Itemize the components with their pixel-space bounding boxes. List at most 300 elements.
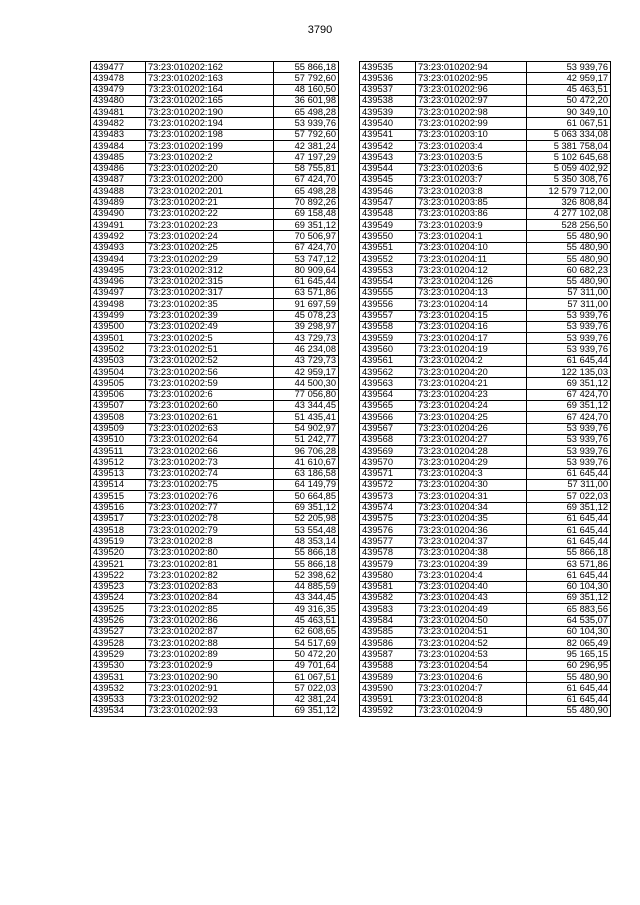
record-number-cell: 439526	[91, 615, 146, 626]
value-cell: 57 792,60	[274, 129, 339, 140]
table-row	[91, 84, 339, 95]
table-row	[360, 649, 611, 660]
record-number-cell: 439525	[91, 604, 146, 615]
table-row	[91, 694, 339, 705]
record-number-cell: 439513	[91, 468, 146, 479]
record-number-cell: 439583	[360, 604, 416, 615]
value-cell: 60 682,23	[527, 265, 611, 276]
cadastral-number-cell: 73:23:010202:76	[146, 491, 274, 502]
cadastral-number-cell: 73:23:010202:8	[146, 536, 274, 547]
record-number-cell: 439561	[360, 355, 416, 366]
cadastral-number-cell: 73:23:010202:164	[146, 84, 274, 95]
value-cell: 51 435,41	[274, 412, 339, 423]
right-data-table	[359, 61, 611, 717]
cadastral-number-cell: 73:23:010202:312	[146, 265, 274, 276]
cadastral-number-cell: 73:23:010202:94	[416, 62, 527, 73]
cadastral-number-cell: 73:23:010203:86	[416, 208, 527, 219]
record-number-cell: 439487	[91, 174, 146, 185]
table-row	[91, 570, 339, 581]
table-row	[91, 547, 339, 558]
cadastral-number-cell: 73:23:010204:53	[416, 649, 527, 660]
record-number-cell: 439543	[360, 152, 416, 163]
value-cell: 55 866,18	[274, 559, 339, 570]
value-cell: 91 697,59	[274, 299, 339, 310]
record-number-cell: 439585	[360, 626, 416, 637]
value-cell: 122 135,03	[527, 367, 611, 378]
cadastral-number-cell: 73:23:010202:63	[146, 423, 274, 434]
record-number-cell: 439495	[91, 265, 146, 276]
cadastral-number-cell: 73:23:010204:2	[416, 355, 527, 366]
value-cell: 69 351,12	[274, 705, 339, 716]
table-row	[91, 615, 339, 626]
value-cell: 4 277 102,08	[527, 208, 611, 219]
right-table-body	[360, 62, 611, 717]
cadastral-number-cell: 73:23:010202:35	[146, 299, 274, 310]
record-number-cell: 439556	[360, 299, 416, 310]
cadastral-number-cell: 73:23:010204:19	[416, 344, 527, 355]
table-row	[91, 197, 339, 208]
cadastral-number-cell: 73:23:010202:198	[146, 129, 274, 140]
value-cell: 43 344,45	[274, 592, 339, 603]
cadastral-number-cell: 73:23:010204:8	[416, 694, 527, 705]
table-row	[360, 242, 611, 253]
cadastral-number-cell: 73:23:010204:21	[416, 378, 527, 389]
value-cell: 67 424,70	[274, 242, 339, 253]
value-cell: 5 059 402,92	[527, 163, 611, 174]
table-row	[360, 367, 611, 378]
table-row	[360, 660, 611, 671]
record-number-cell: 439587	[360, 649, 416, 660]
table-row	[91, 287, 339, 298]
value-cell: 63 571,86	[274, 287, 339, 298]
cadastral-number-cell: 73:23:010204:30	[416, 479, 527, 490]
value-cell: 55 866,18	[274, 62, 339, 73]
cadastral-number-cell: 73:23:010203:6	[416, 163, 527, 174]
value-cell: 67 424,70	[527, 412, 611, 423]
table-row	[91, 231, 339, 242]
table-row	[91, 672, 339, 683]
cadastral-number-cell: 73:23:010203:5	[416, 152, 527, 163]
value-cell: 47 197,29	[274, 152, 339, 163]
table-row	[360, 615, 611, 626]
value-cell: 69 351,12	[274, 502, 339, 513]
value-cell: 61 645,44	[527, 355, 611, 366]
value-cell: 61 645,44	[274, 276, 339, 287]
record-number-cell: 439570	[360, 457, 416, 468]
cadastral-number-cell: 73:23:010202:49	[146, 321, 274, 332]
value-cell: 53 939,76	[527, 310, 611, 321]
value-cell: 43 729,73	[274, 333, 339, 344]
record-number-cell: 439569	[360, 446, 416, 457]
record-number-cell: 439494	[91, 254, 146, 265]
table-row	[91, 434, 339, 445]
value-cell: 77 056,80	[274, 389, 339, 400]
cadastral-number-cell: 73:23:010202:66	[146, 446, 274, 457]
record-number-cell: 439536	[360, 73, 416, 84]
cadastral-number-cell: 73:23:010204:43	[416, 592, 527, 603]
value-cell: 53 747,12	[274, 254, 339, 265]
cadastral-number-cell: 73:23:010202:83	[146, 581, 274, 592]
value-cell: 52 398,62	[274, 570, 339, 581]
value-cell: 60 296,95	[527, 660, 611, 671]
cadastral-number-cell: 73:23:010204:126	[416, 276, 527, 287]
table-row	[360, 163, 611, 174]
cadastral-number-cell: 73:23:010204:17	[416, 333, 527, 344]
record-number-cell: 439588	[360, 660, 416, 671]
record-number-cell: 439500	[91, 321, 146, 332]
cadastral-number-cell: 73:23:010204:23	[416, 389, 527, 400]
value-cell: 58 755,81	[274, 163, 339, 174]
table-row	[360, 604, 611, 615]
cadastral-number-cell: 73:23:010202:165	[146, 95, 274, 106]
record-number-cell: 439499	[91, 310, 146, 321]
cadastral-number-cell: 73:23:010202:199	[146, 141, 274, 152]
record-number-cell: 439549	[360, 220, 416, 231]
cadastral-number-cell: 73:23:010202:92	[146, 694, 274, 705]
cadastral-number-cell: 73:23:010204:26	[416, 423, 527, 434]
record-number-cell: 439486	[91, 163, 146, 174]
record-number-cell: 439485	[91, 152, 146, 163]
cadastral-number-cell: 73:23:010204:7	[416, 683, 527, 694]
table-row	[91, 525, 339, 536]
value-cell: 95 165,15	[527, 649, 611, 660]
cadastral-number-cell: 73:23:010202:162	[146, 62, 274, 73]
record-number-cell: 439555	[360, 287, 416, 298]
record-number-cell: 439571	[360, 468, 416, 479]
cadastral-number-cell: 73:23:010202:51	[146, 344, 274, 355]
value-cell: 63 186,58	[274, 468, 339, 479]
cadastral-number-cell: 73:23:010202:56	[146, 367, 274, 378]
record-number-cell: 439522	[91, 570, 146, 581]
value-cell: 46 234,08	[274, 344, 339, 355]
table-row	[91, 62, 339, 73]
cadastral-number-cell: 73:23:010204:3	[416, 468, 527, 479]
cadastral-number-cell: 73:23:010202:317	[146, 287, 274, 298]
value-cell: 55 866,18	[274, 547, 339, 558]
cadastral-number-cell: 73:23:010204:4	[416, 570, 527, 581]
value-cell: 44 500,30	[274, 378, 339, 389]
cadastral-number-cell: 73:23:010202:59	[146, 378, 274, 389]
cadastral-number-cell: 73:23:010202:79	[146, 525, 274, 536]
cadastral-number-cell: 73:23:010202:315	[146, 276, 274, 287]
value-cell: 43 344,45	[274, 400, 339, 411]
value-cell: 82 065,49	[527, 638, 611, 649]
value-cell: 49 701,64	[274, 660, 339, 671]
table-row	[91, 107, 339, 118]
table-row	[91, 479, 339, 490]
cadastral-number-cell: 73:23:010202:194	[146, 118, 274, 129]
value-cell: 48 160,50	[274, 84, 339, 95]
value-cell: 63 571,86	[527, 559, 611, 570]
value-cell: 48 353,14	[274, 536, 339, 547]
table-row	[360, 502, 611, 513]
cadastral-number-cell: 73:23:010204:52	[416, 638, 527, 649]
record-number-cell: 439520	[91, 547, 146, 558]
value-cell: 61 645,44	[527, 536, 611, 547]
value-cell: 53 939,76	[527, 333, 611, 344]
cadastral-number-cell: 73:23:010204:49	[416, 604, 527, 615]
record-number-cell: 439527	[91, 626, 146, 637]
table-row	[91, 73, 339, 84]
table-row	[360, 468, 611, 479]
cadastral-number-cell: 73:23:010202:21	[146, 197, 274, 208]
value-cell: 51 242,77	[274, 434, 339, 445]
table-row	[360, 570, 611, 581]
record-number-cell: 439497	[91, 287, 146, 298]
value-cell: 53 554,48	[274, 525, 339, 536]
table-row	[360, 276, 611, 287]
value-cell: 60 104,30	[527, 626, 611, 637]
value-cell: 53 939,76	[527, 321, 611, 332]
cadastral-number-cell: 73:23:010202:85	[146, 604, 274, 615]
value-cell: 52 205,98	[274, 513, 339, 524]
cadastral-number-cell: 73:23:010204:1	[416, 231, 527, 242]
table-row	[91, 581, 339, 592]
value-cell: 42 381,24	[274, 141, 339, 152]
table-row	[360, 231, 611, 242]
record-number-cell: 439584	[360, 615, 416, 626]
record-number-cell: 439586	[360, 638, 416, 649]
table-row	[91, 118, 339, 129]
record-number-cell: 439514	[91, 479, 146, 490]
table-row	[360, 434, 611, 445]
table-row	[360, 626, 611, 637]
record-number-cell: 439493	[91, 242, 146, 253]
record-number-cell: 439529	[91, 649, 146, 660]
value-cell: 70 892,26	[274, 197, 339, 208]
value-cell: 5 102 645,68	[527, 152, 611, 163]
record-number-cell: 439574	[360, 502, 416, 513]
value-cell: 69 351,12	[274, 220, 339, 231]
table-row	[360, 220, 611, 231]
table-row	[91, 423, 339, 434]
cadastral-number-cell: 73:23:010202:24	[146, 231, 274, 242]
cadastral-number-cell: 73:23:010204:36	[416, 525, 527, 536]
record-number-cell: 439552	[360, 254, 416, 265]
cadastral-number-cell: 73:23:010202:95	[416, 73, 527, 84]
cadastral-number-cell: 73:23:010202:73	[146, 457, 274, 468]
value-cell: 45 078,23	[274, 310, 339, 321]
cadastral-number-cell: 73:23:010202:77	[146, 502, 274, 513]
cadastral-number-cell: 73:23:010204:12	[416, 265, 527, 276]
record-number-cell: 439567	[360, 423, 416, 434]
value-cell: 57 311,00	[527, 299, 611, 310]
value-cell: 50 664,85	[274, 491, 339, 502]
table-row	[91, 491, 339, 502]
cadastral-number-cell: 73:23:010202:81	[146, 559, 274, 570]
value-cell: 62 608,65	[274, 626, 339, 637]
record-number-cell: 439558	[360, 321, 416, 332]
cadastral-number-cell: 73:23:010204:25	[416, 412, 527, 423]
value-cell: 49 316,35	[274, 604, 339, 615]
value-cell: 45 463,51	[527, 84, 611, 95]
table-row	[360, 265, 611, 276]
cadastral-number-cell: 73:23:010202:96	[416, 84, 527, 95]
table-row	[91, 95, 339, 106]
record-number-cell: 439591	[360, 694, 416, 705]
cadastral-number-cell: 73:23:010204:15	[416, 310, 527, 321]
table-row	[91, 638, 339, 649]
record-number-cell: 439503	[91, 355, 146, 366]
value-cell: 53 939,76	[527, 62, 611, 73]
left-data-table	[90, 61, 339, 717]
record-number-cell: 439508	[91, 412, 146, 423]
cadastral-number-cell: 73:23:010202:86	[146, 615, 274, 626]
value-cell: 61 067,51	[527, 118, 611, 129]
record-number-cell: 439589	[360, 672, 416, 683]
value-cell: 61 645,44	[527, 468, 611, 479]
value-cell: 12 579 712,00	[527, 186, 611, 197]
record-number-cell: 439506	[91, 389, 146, 400]
value-cell: 61 645,44	[527, 683, 611, 694]
cadastral-number-cell: 73:23:010202:89	[146, 649, 274, 660]
cadastral-number-cell: 73:23:010204:31	[416, 491, 527, 502]
table-row	[91, 321, 339, 332]
record-number-cell: 439477	[91, 62, 146, 73]
table-row	[360, 321, 611, 332]
table-row	[360, 389, 611, 400]
value-cell: 57 792,60	[274, 73, 339, 84]
table-row	[360, 705, 611, 716]
record-number-cell: 439478	[91, 73, 146, 84]
record-number-cell: 439541	[360, 129, 416, 140]
record-number-cell: 439517	[91, 513, 146, 524]
value-cell: 55 480,90	[527, 705, 611, 716]
table-row	[360, 208, 611, 219]
record-number-cell: 439578	[360, 547, 416, 558]
cadastral-number-cell: 73:23:010204:16	[416, 321, 527, 332]
table-row	[360, 141, 611, 152]
cadastral-number-cell: 73:23:010202:39	[146, 310, 274, 321]
table-row	[360, 186, 611, 197]
record-number-cell: 439565	[360, 400, 416, 411]
table-row	[91, 412, 339, 423]
record-number-cell: 439544	[360, 163, 416, 174]
record-number-cell: 439492	[91, 231, 146, 242]
table-row	[360, 378, 611, 389]
record-number-cell: 439481	[91, 107, 146, 118]
record-number-cell: 439498	[91, 299, 146, 310]
value-cell: 61 067,51	[274, 672, 339, 683]
record-number-cell: 439496	[91, 276, 146, 287]
cadastral-number-cell: 73:23:010204:50	[416, 615, 527, 626]
record-number-cell: 439581	[360, 581, 416, 592]
record-number-cell: 439566	[360, 412, 416, 423]
value-cell: 69 158,48	[274, 208, 339, 219]
cadastral-number-cell: 73:23:010204:13	[416, 287, 527, 298]
table-row	[91, 604, 339, 615]
cadastral-number-cell: 73:23:010202:200	[146, 174, 274, 185]
value-cell: 65 883,56	[527, 604, 611, 615]
record-number-cell: 439510	[91, 434, 146, 445]
value-cell: 528 256,50	[527, 220, 611, 231]
table-row	[360, 129, 611, 140]
table-row	[360, 344, 611, 355]
record-number-cell: 439582	[360, 592, 416, 603]
table-row	[91, 208, 339, 219]
record-number-cell: 439533	[91, 694, 146, 705]
table-row	[91, 265, 339, 276]
value-cell: 67 424,70	[274, 174, 339, 185]
cadastral-number-cell: 73:23:010202:23	[146, 220, 274, 231]
table-row	[360, 400, 611, 411]
value-cell: 55 480,90	[527, 672, 611, 683]
cadastral-number-cell: 73:23:010202:9	[146, 660, 274, 671]
cadastral-number-cell: 73:23:010202:99	[416, 118, 527, 129]
record-number-cell: 439482	[91, 118, 146, 129]
table-row	[91, 186, 339, 197]
table-row	[91, 310, 339, 321]
table-row	[360, 559, 611, 570]
table-row	[91, 536, 339, 547]
table-row	[360, 672, 611, 683]
table-row	[91, 242, 339, 253]
table-row	[91, 141, 339, 152]
table-row	[91, 660, 339, 671]
cadastral-number-cell: 73:23:010202:2	[146, 152, 274, 163]
record-number-cell: 439528	[91, 638, 146, 649]
cadastral-number-cell: 73:23:010202:201	[146, 186, 274, 197]
cadastral-number-cell: 73:23:010204:37	[416, 536, 527, 547]
cadastral-number-cell: 73:23:010202:98	[416, 107, 527, 118]
record-number-cell: 439548	[360, 208, 416, 219]
table-row	[360, 525, 611, 536]
record-number-cell: 439573	[360, 491, 416, 502]
cadastral-number-cell: 73:23:010203:8	[416, 186, 527, 197]
cadastral-number-cell: 73:23:010204:10	[416, 242, 527, 253]
record-number-cell: 439480	[91, 95, 146, 106]
table-row	[360, 355, 611, 366]
record-number-cell: 439532	[91, 683, 146, 694]
record-number-cell: 439519	[91, 536, 146, 547]
table-row	[360, 310, 611, 321]
value-cell: 36 601,98	[274, 95, 339, 106]
table-row	[91, 220, 339, 231]
cadastral-number-cell: 73:23:010202:82	[146, 570, 274, 581]
cadastral-number-cell: 73:23:010202:74	[146, 468, 274, 479]
value-cell: 61 645,44	[527, 570, 611, 581]
record-number-cell: 439575	[360, 513, 416, 524]
record-number-cell: 439488	[91, 186, 146, 197]
table-row	[360, 491, 611, 502]
table-row	[360, 254, 611, 265]
record-number-cell: 439504	[91, 367, 146, 378]
value-cell: 5 063 334,08	[527, 129, 611, 140]
cadastral-number-cell: 73:23:010202:163	[146, 73, 274, 84]
value-cell: 44 885,59	[274, 581, 339, 592]
table-row	[91, 344, 339, 355]
value-cell: 39 298,97	[274, 321, 339, 332]
cadastral-number-cell: 73:23:010202:90	[146, 672, 274, 683]
cadastral-number-cell: 73:23:010204:9	[416, 705, 527, 716]
table-row	[360, 84, 611, 95]
value-cell: 54 902,97	[274, 423, 339, 434]
cadastral-number-cell: 73:23:010202:25	[146, 242, 274, 253]
cadastral-number-cell: 73:23:010202:29	[146, 254, 274, 265]
value-cell: 53 939,76	[527, 457, 611, 468]
table-row	[91, 502, 339, 513]
record-number-cell: 439563	[360, 378, 416, 389]
table-row	[91, 174, 339, 185]
cadastral-number-cell: 73:23:010204:40	[416, 581, 527, 592]
value-cell: 67 424,70	[527, 389, 611, 400]
record-number-cell: 439530	[91, 660, 146, 671]
table-row	[360, 694, 611, 705]
page-number: 3790	[307, 24, 333, 36]
record-number-cell: 439518	[91, 525, 146, 536]
record-number-cell: 439557	[360, 310, 416, 321]
record-number-cell: 439572	[360, 479, 416, 490]
